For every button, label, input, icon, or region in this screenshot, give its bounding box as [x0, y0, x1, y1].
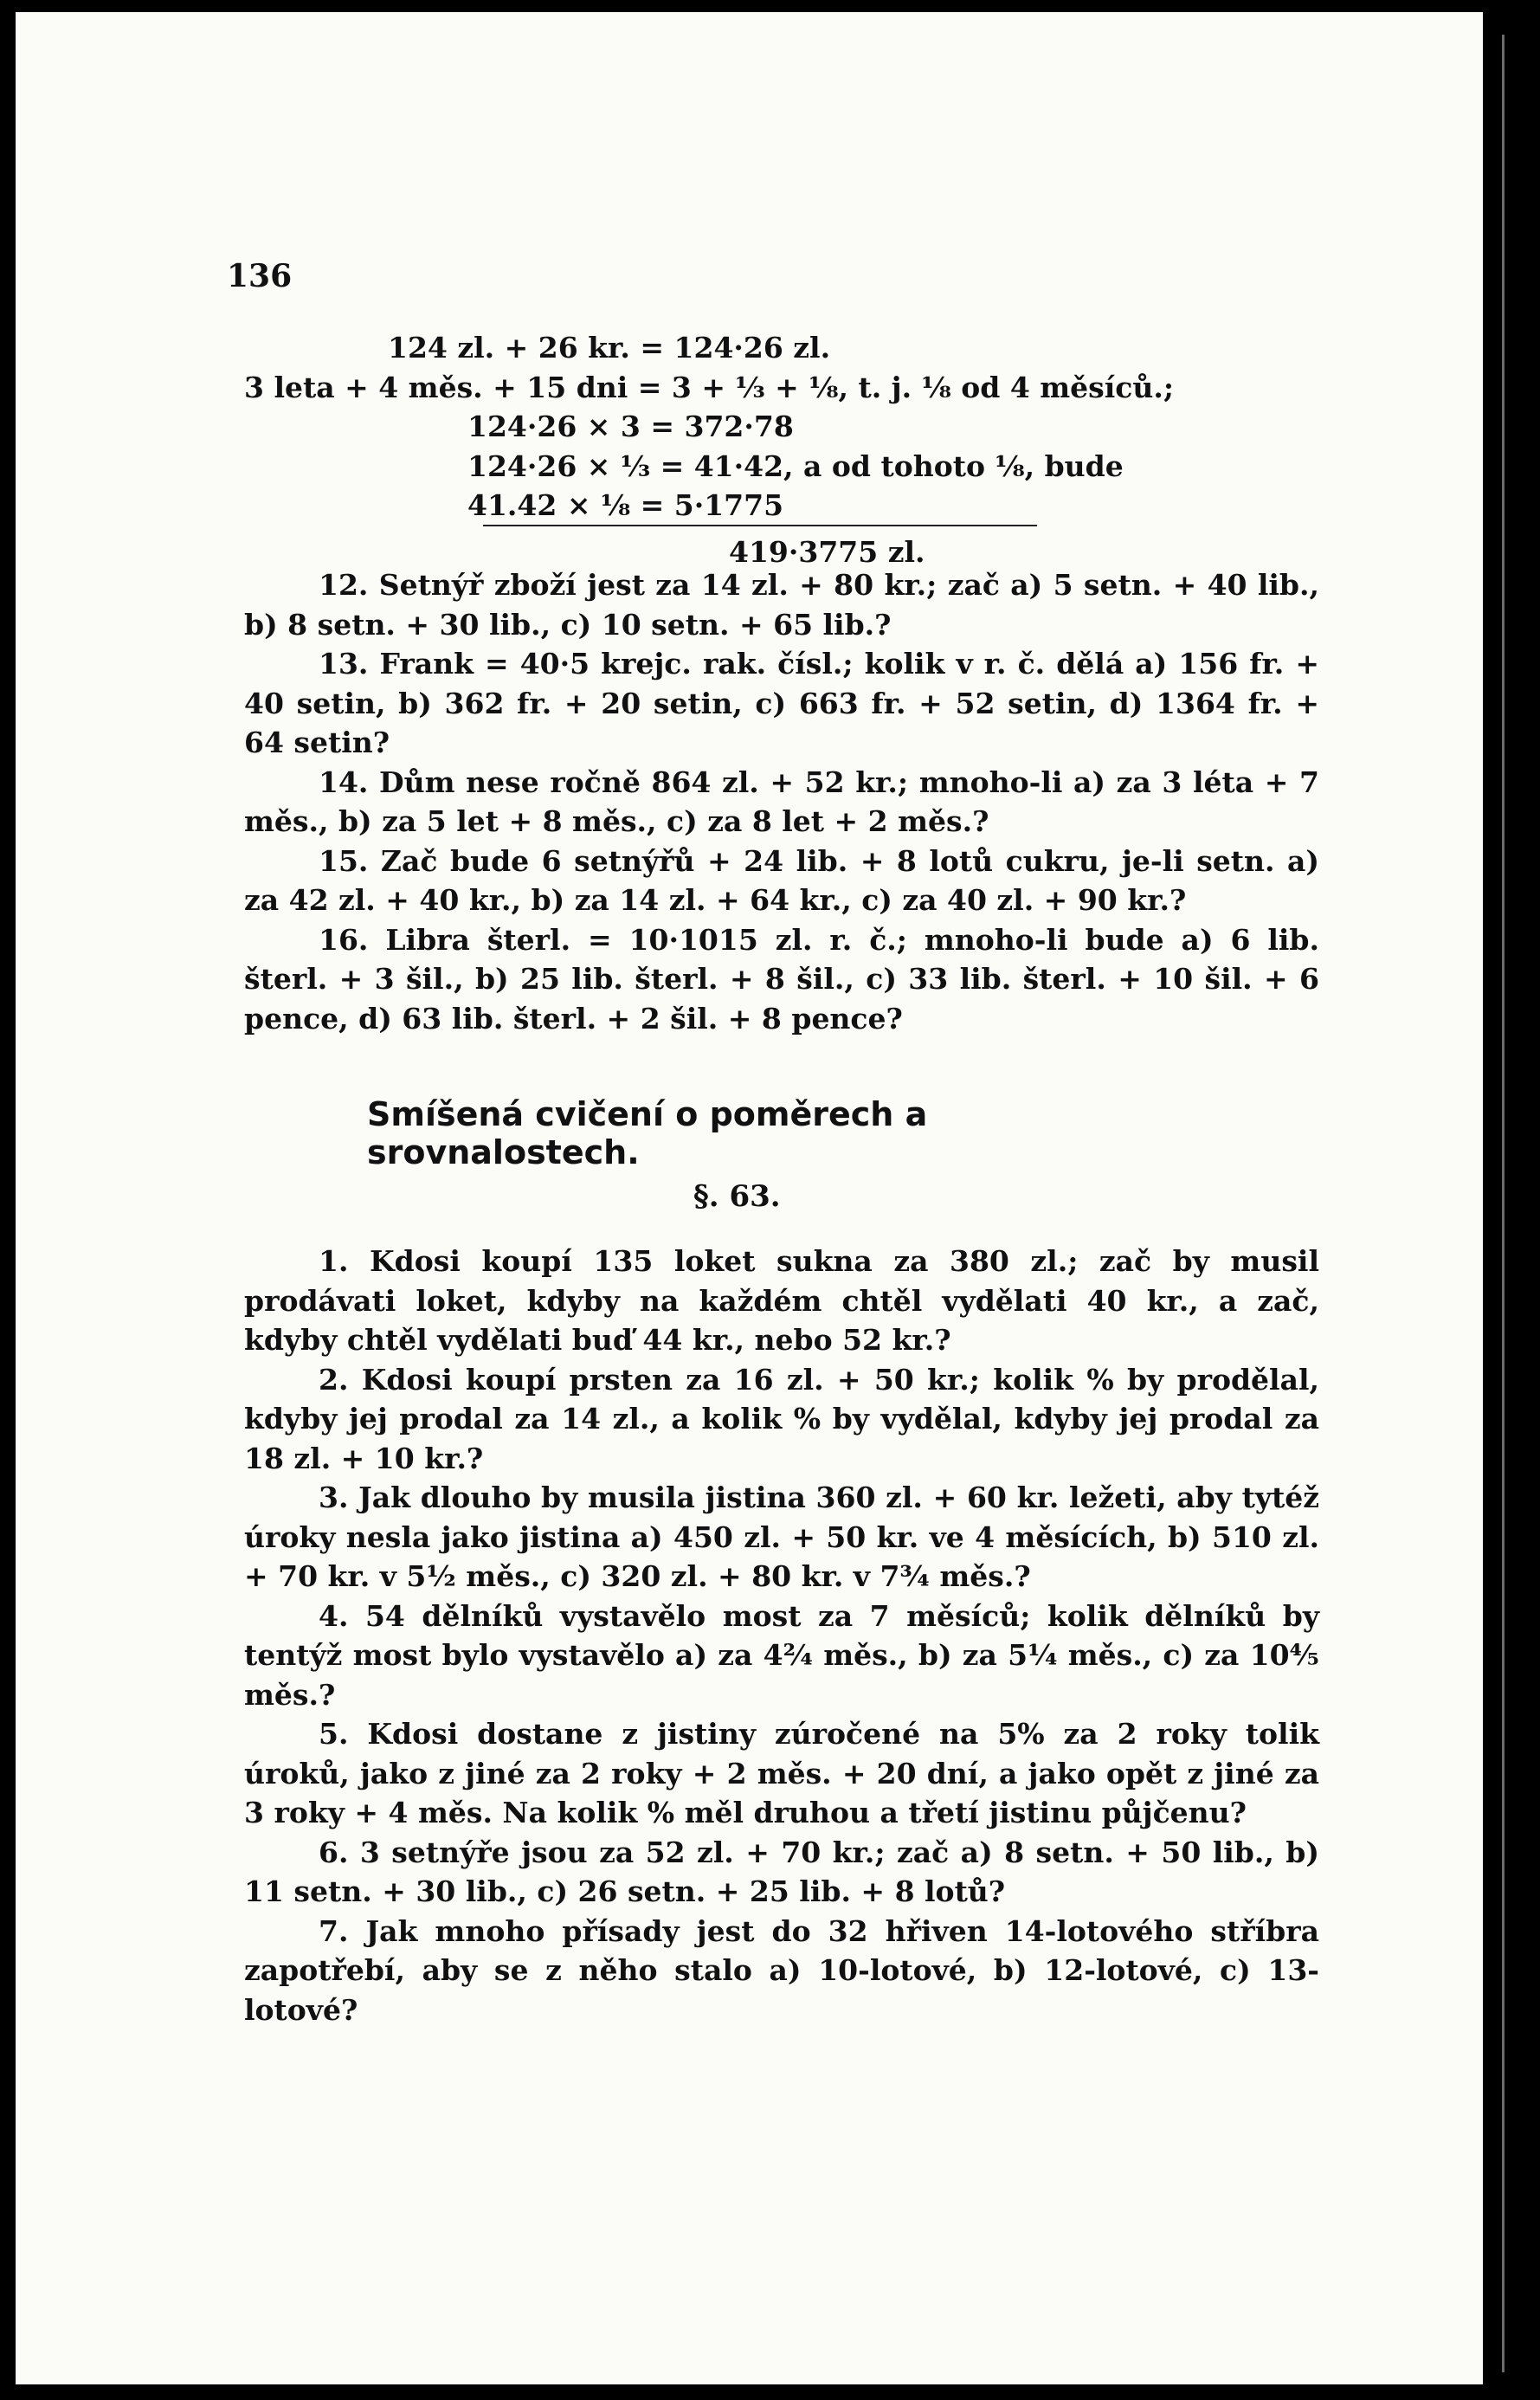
- problem-item: 6. 3 setnýře jsou za 52 zl. + 70 kr.; zač a) 8 setn. + 50 lib., b) 11 setn. + 30 lib., c) 26 setn. + 25 lib. + 8 lotů?: [244, 1835, 1319, 1908]
- problem-item: 7. Jak mnoho přísady jest do 32 hřiven 14-lotového stříbra zapotřebí, aby se z něho stalo a) 10-lotové, b) 12-lotové, c) 13-lotové?: [244, 1913, 1319, 2027]
- page-number: 136: [227, 258, 293, 294]
- worked-calculation: [244, 328, 1174, 571]
- section-heading: Smíšená cvičení o poměrech a srovnalostech.: [367, 1095, 928, 1171]
- problem-list-b: [244, 1242, 1319, 2029]
- calc-line: 124·26 × 3 = 372·78: [467, 410, 794, 443]
- problem-item: 2. Kdosi koupí prsten za 16 zl. + 50 kr.; kolik % by prodělal, kdyby jej prodal za 14 zl., a kolik % by vydělal, kdyby jej prodal za 18 zl. + 10 kr.?: [244, 1362, 1319, 1475]
- problem-item: 13. Frank = 40·5 krejc. rak. čísl.; kolik v r. č. dělá a) 156 fr. + 40 setin, b) 362 fr. + 20 setin, c) 663 fr. + 52 setin, d) 1364 fr. + 64 setin?: [244, 647, 1319, 759]
- calc-line: 124 zl. + 26 kr. = 124·26 zl.: [388, 331, 831, 365]
- problem-item: 3. Jak dlouho by musila jistina 360 zl. + 60 kr. ležeti, aby tytéž úroky nesla jako jistina a) 450 zl. + 50 kr. ve 4 měsících, b) 510 zl. + 70 kr. v 5½ měs., c) 320 zl. + 80 kr. v 7¾ měs.?: [244, 1481, 1319, 1593]
- calc-total: 419·3775 zl.: [729, 534, 925, 569]
- problem-item: 5. Kdosi dostane z jistiny zúročené na 5% za 2 roky tolik úroků, jako z jiné za 2 roky + 2 měs. + 20 dní, a jako opět z jiné za 3 roky + 4 měs. Na kolik % měl druhou a třetí jistinu půjčenu?: [244, 1717, 1319, 1829]
- problem-item: 16. Libra šterl. = 10·1015 zl. r. č.; mnoho-li bude a) 6 lib. šterl. + 3 šil., b) 25 lib. šterl. + 8 šil., c) 33 lib. šterl. + 10 šil. + 6 pence, d) 63 lib. šterl. + 2 šil. + 8 pence?: [244, 922, 1319, 1035]
- problem-item: 1. Kdosi koupí 135 loket sukna za 380 zl.; zač by musil prodávati loket, kdyby na každém chtěl vydělati 40 kr., a zač, kdyby chtěl vydělati buď 44 kr., nebo 52 kr.?: [244, 1244, 1319, 1357]
- scan-edge-line: [1502, 35, 1505, 2372]
- book-page: [16, 12, 1483, 2384]
- sum-rule: [483, 525, 1037, 526]
- calc-line: 3 leta + 4 měs. + 15 dni = 3 + ⅓ + ⅛, t. j. ⅛ od 4 měsíců.;: [244, 370, 1175, 404]
- problem-list-a: [244, 565, 1319, 1038]
- calc-line: 41.42 × ⅛ = 5·1775: [467, 488, 784, 522]
- problem-item: 12. Setnýř zboží jest za 14 zl. + 80 kr.; zač a) 5 setn. + 40 lib., b) 8 setn. + 30 lib., c) 10 setn. + 65 lib.?: [244, 568, 1319, 642]
- calc-line: 124·26 × ⅓ = 41·42, a od tohoto ⅛, bude: [467, 448, 1124, 483]
- problem-item: 14. Dům nese ročně 864 zl. + 52 kr.; mnoho-li a) za 3 léta + 7 měs., b) za 5 let + 8 měs., c) za 8 let + 2 měs.?: [244, 765, 1319, 838]
- problem-item: 15. Zač bude 6 setnýřů + 24 lib. + 8 lotů cukru, je-li setn. a) za 42 zl. + 40 kr., b) za 14 zl. + 64 kr., c) za 40 zl. + 90 kr.?: [244, 843, 1319, 917]
- section-number: §. 63.: [693, 1179, 781, 1214]
- problem-item: 4. 54 dělníků vystavělo most za 7 měsíců; kolik dělníků by tentýž most bylo vystavělo a) za 4²⁄₄ měs., b) za 5¼ měs., c) za 10⁴⁄₅ měs.?: [244, 1598, 1319, 1712]
- scan-gutter: [1483, 0, 1540, 2400]
